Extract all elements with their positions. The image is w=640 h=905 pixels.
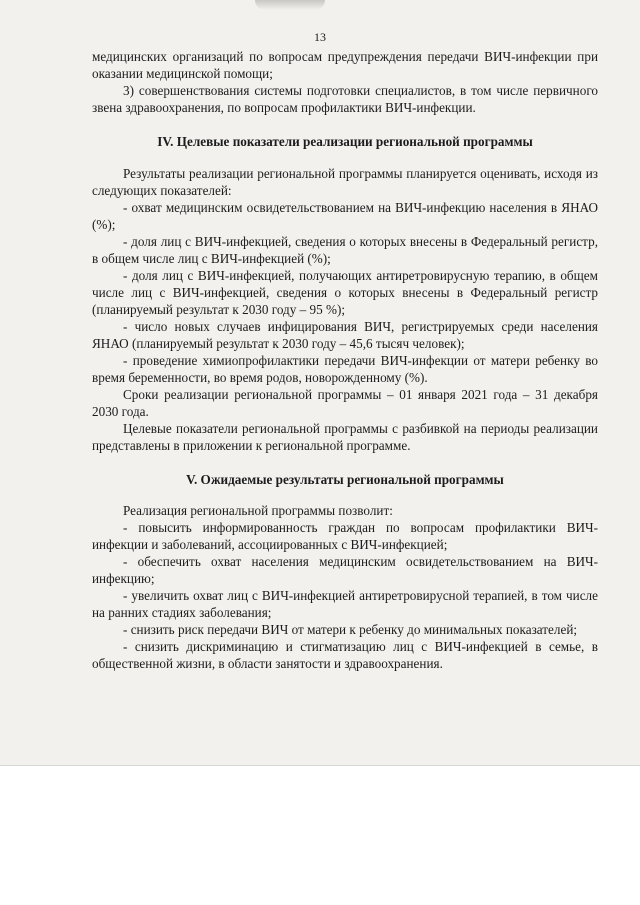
list-item: - снизить риск передачи ВИЧ от матери к ребенку до минимальных показателей;	[123, 622, 578, 637]
paragraph: Целевые показатели региональной программы с разбивкой на периоды реализации представлены в приложении к региональной программе.	[92, 421, 598, 453]
paragraph: Результаты реализации региональной программы планируется оценивать, исходя из следующих показателей:	[92, 166, 598, 198]
list-item: - доля лиц с ВИЧ-инфекцией, получающих антиретровирусную терапию, в общем числе лиц с ВИЧ-инфекцией, сведения о которых внесены в Федеральный регистр (планируемый результат к 2030 году – 95 %);	[92, 268, 598, 317]
paragraph: Сроки реализации региональной программы – 01 января 2021 года – 31 декабря 2030 года.	[92, 387, 598, 419]
list-item: - проведение химиопрофилактики передачи ВИЧ-инфекции от матери ребенку во время беременности, во время родов, новорожденному (%).	[92, 353, 598, 385]
list-item: - повысить информированность граждан по вопросам профилактики ВИЧ-инфекции и заболеваний, ассоциированных с ВИЧ-инфекцией;	[92, 520, 598, 552]
paragraph: 3) совершенствования системы подготовки специалистов, в том числе первичного звена здравоохранения, по вопросам профилактики ВИЧ-инфекции.	[92, 83, 598, 115]
list-item: - охват медицинским освидетельствованием на ВИЧ-инфекцию населения в ЯНАО (%);	[92, 200, 598, 232]
list-item: - обеспечить охват населения медицинским освидетельствованием на ВИЧ-инфекцию;	[92, 554, 598, 586]
document-body	[92, 48, 598, 672]
scan-artifact	[255, 0, 325, 10]
section-heading-v: V. Ожидаемые результаты региональной программы	[186, 472, 504, 487]
list-item: - увеличить охват лиц с ВИЧ-инфекцией антиретровирусной терапией, в том числе на ранних стадиях заболевания;	[92, 588, 598, 620]
paragraph: медицинских организаций по вопросам предупреждения передачи ВИЧ-инфекции при оказании медицинской помощи;	[92, 49, 598, 81]
list-item: - доля лиц с ВИЧ-инфекцией, сведения о которых внесены в Федеральный регистр, в общем числе лиц с ВИЧ-инфекцией (%);	[92, 234, 598, 266]
paragraph: Реализация региональной программы позволит:	[123, 503, 393, 518]
page-number: 13	[314, 30, 326, 44]
list-item: - снизить дискриминацию и стигматизацию лиц с ВИЧ-инфекцией в семье, в общественной жизни, в области занятости и здравоохранения.	[92, 639, 598, 671]
section-heading-iv: IV. Целевые показатели реализации региональной программы	[157, 134, 533, 149]
list-item: - число новых случаев инфицирования ВИЧ, регистрируемых среди населения ЯНАО (планируемый результат к 2030 году – 45,6 тысяч человек);	[92, 319, 598, 351]
